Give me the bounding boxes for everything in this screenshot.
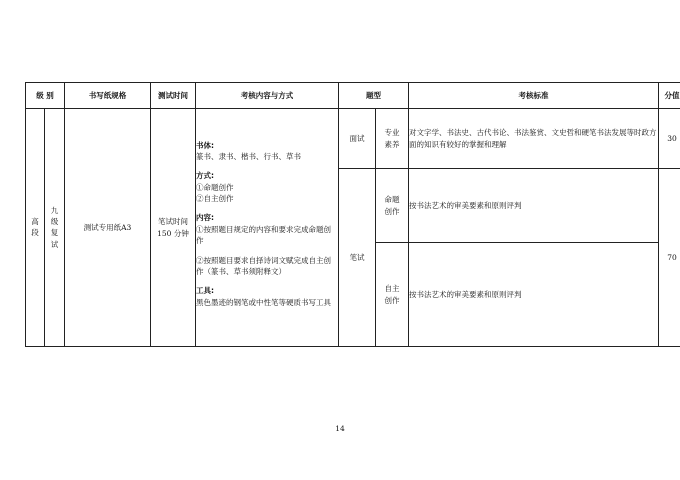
header-time: 测试时间	[151, 83, 196, 109]
standard-text: 对文字学、书法史、古代书论、书法鉴赏、文史哲和硬笔书法发展等时政方面的知识有较好的掌握和理解	[409, 127, 657, 149]
header-standard: 考核标准	[409, 83, 659, 109]
type-interview-cell	[339, 109, 376, 169]
standard-text: 按书法艺术的审美要素和原则评判	[409, 289, 522, 299]
table-row	[26, 109, 680, 169]
standard-cell	[409, 169, 659, 243]
score-text: 30	[667, 133, 677, 143]
tool-section	[196, 285, 338, 308]
exam-standards-table	[25, 82, 680, 347]
subtype-cell	[376, 243, 409, 347]
type-written-cell	[339, 169, 376, 347]
detail-heading: 内容:	[196, 212, 214, 222]
paper-cell	[65, 109, 151, 347]
grade-cell	[45, 109, 65, 347]
time-cell	[151, 109, 196, 347]
tool-heading: 工具:	[196, 286, 214, 295]
type-interview: 面试	[349, 133, 365, 143]
detail-item: ①按照题目规定的内容和要求完成命题创作	[196, 224, 331, 246]
subtype-text: 自主创作	[384, 283, 400, 305]
subtype-cell	[376, 169, 409, 243]
subtype-text: 命题创作	[384, 194, 400, 216]
tool-text: 黑色墨迹的钢笔或中性笔等硬质书写工具	[196, 297, 331, 307]
method-heading: 方式:	[196, 171, 214, 180]
method-section	[196, 170, 338, 205]
score-cell	[659, 169, 680, 347]
table-header-row	[26, 83, 680, 109]
level-text: 高段	[31, 217, 39, 238]
type-written: 笔试	[349, 252, 365, 262]
time-text: 笔试时间150 分钟	[157, 216, 189, 238]
font-text: 篆书、隶书、楷书、行书、草书	[196, 152, 301, 162]
header-paper: 书写纸规格	[65, 83, 151, 109]
method-item: ②自主创作	[196, 194, 234, 204]
paper-text: 测试专用纸A3	[83, 222, 132, 232]
standard-text: 按书法艺术的审美要素和原则评判	[409, 200, 522, 210]
subtype-text: 专业素养	[384, 127, 400, 149]
level-cell	[26, 109, 45, 347]
page-number: 14	[335, 424, 345, 433]
header-content: 考核内容与方式	[196, 83, 339, 109]
subtype-cell	[376, 109, 409, 169]
header-level: 级 别	[26, 83, 65, 109]
content-cell	[196, 109, 339, 347]
score-cell	[659, 109, 680, 169]
grade-text: 九级复试	[50, 205, 59, 249]
standard-cell	[409, 109, 659, 169]
standard-cell	[409, 243, 659, 347]
font-heading: 书体:	[196, 140, 214, 150]
header-score: 分值	[659, 83, 680, 109]
detail-section	[196, 212, 338, 278]
header-type: 题型	[339, 83, 409, 109]
font-section	[196, 140, 338, 163]
detail-item: ②按照题目要求自择诗词文赋完成自主创作（篆书、草书须附释文）	[196, 255, 331, 277]
score-text: 70	[667, 252, 677, 262]
method-item: ①命题创作	[196, 182, 234, 192]
